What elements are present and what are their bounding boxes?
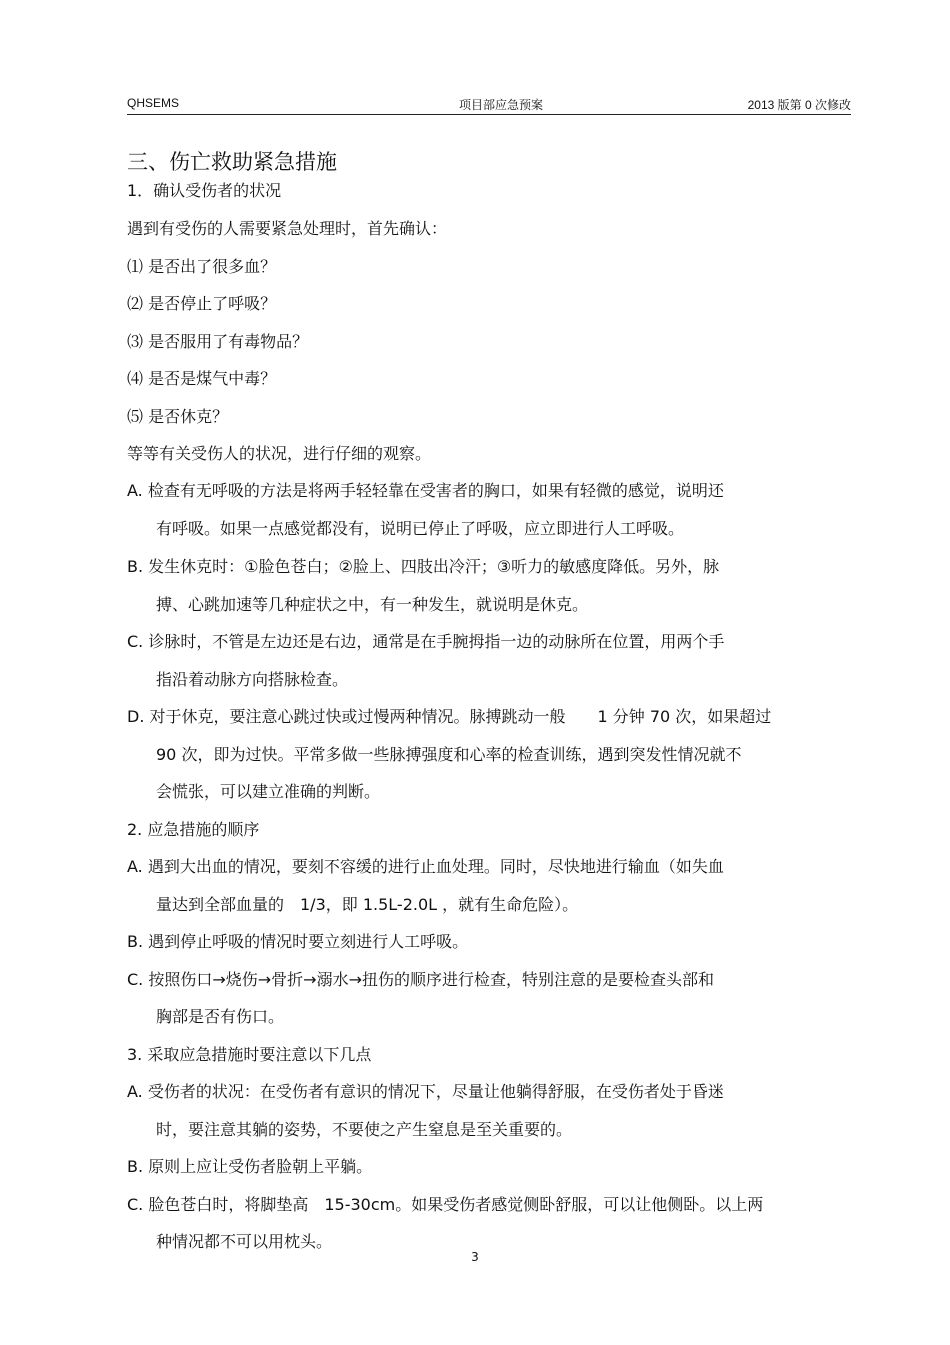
paragraph-line: 时，要注意其躺的姿势，不要使之产生窒息是至关重要的。 <box>156 1120 573 1139</box>
list-item: ⑶ 是否服用了有毒物品？ <box>127 332 309 351</box>
paragraph-line: B. 遇到停止呼吸的情况时要立刻进行人工呼吸。 <box>127 932 469 951</box>
subsection-heading: 1．确认受伤者的状况 <box>127 181 282 200</box>
page-number: 3 <box>471 1250 479 1264</box>
page-header <box>127 94 851 115</box>
paragraph-line: 遇到有受伤的人需要紧急处理时，首先确认： <box>127 219 448 238</box>
header-right: 2013 版第 0 次修改 <box>747 98 851 112</box>
paragraph-line: 有呼吸。如果一点感觉都没有，说明已停止了呼吸，应立即进行人工呼吸。 <box>156 519 685 538</box>
list-item: ⑵ 是否停止了呼吸？ <box>127 294 277 313</box>
paragraph-line: D. 对于休克，要注意心跳过快或过慢两种情况。脉搏跳动一般 1 分钟 70 次，如果超过 <box>127 707 772 726</box>
paragraph-line: 会慌张，可以建立准确的判断。 <box>156 782 381 801</box>
paragraph-line: 种情况都不可以用枕头。 <box>156 1232 333 1251</box>
header-left: QHSEMS <box>127 96 180 110</box>
paragraph-line: C. 脸色苍白时，将脚垫高 15-30cm。如果受伤者感觉侧卧舒服，可以让他侧卧。以上两 <box>127 1195 764 1214</box>
paragraph-line: A. 受伤者的状况：在受伤者有意识的情况下，尽量让他躺得舒服，在受伤者处于昏迷 <box>127 1082 724 1101</box>
paragraph-line: 等等有关受伤人的状况，进行仔细的观察。 <box>127 444 432 463</box>
list-item: ⑷ 是否是煤气中毒？ <box>127 369 277 388</box>
list-item: ⑴ 是否出了很多血？ <box>127 257 277 276</box>
paragraph-line: C. 按照伤口→烧伤→骨折→溺水→扭伤的顺序进行检查，特别注意的是要检查头部和 <box>127 970 714 989</box>
paragraph-line: 量达到全部血量的 1/3，即 1.5L-2.0L ，就有生命危险）。 <box>156 895 579 914</box>
paragraph-line: 指沿着动脉方向搭脉检查。 <box>156 670 349 689</box>
header-center: 项目部应急预案 <box>459 98 544 112</box>
subsection-heading: 3. 采取应急措施时要注意以下几点 <box>127 1045 372 1064</box>
paragraph-line: 胸部是否有伤口。 <box>156 1007 285 1026</box>
paragraph-line: 90 次，即为过快。平常多做一些脉搏强度和心率的检查训练，遇到突发性情况就不 <box>156 745 742 764</box>
paragraph-line: A. 遇到大出血的情况，要刻不容缓的进行止血处理。同时，尽快地进行输血（如失血 <box>127 857 724 876</box>
list-item: ⑸ 是否休克？ <box>127 407 229 426</box>
paragraph-line: 搏、心跳加速等几种症状之中，有一种发生，就说明是休克。 <box>156 595 589 614</box>
paragraph-line: A. 检查有无呼吸的方法是将两手轻轻靠在受害者的胸口，如果有轻微的感觉，说明还 <box>127 481 724 500</box>
paragraph-line: B. 原则上应让受伤者脸朝上平躺。 <box>127 1157 373 1176</box>
section-title: 三、伤亡救助紧急措施 <box>127 150 337 174</box>
paragraph-line: C. 诊脉时，不管是左边还是右边，通常是在手腕拇指一边的动脉所在位置，用两个手 <box>127 632 725 651</box>
subsection-heading: 2. 应急措施的顺序 <box>127 820 260 839</box>
paragraph-line: B. 发生休克时：①脸色苍白；②脸上、四肢出冷汗；③听力的敏感度降低。另外，脉 <box>127 557 720 576</box>
